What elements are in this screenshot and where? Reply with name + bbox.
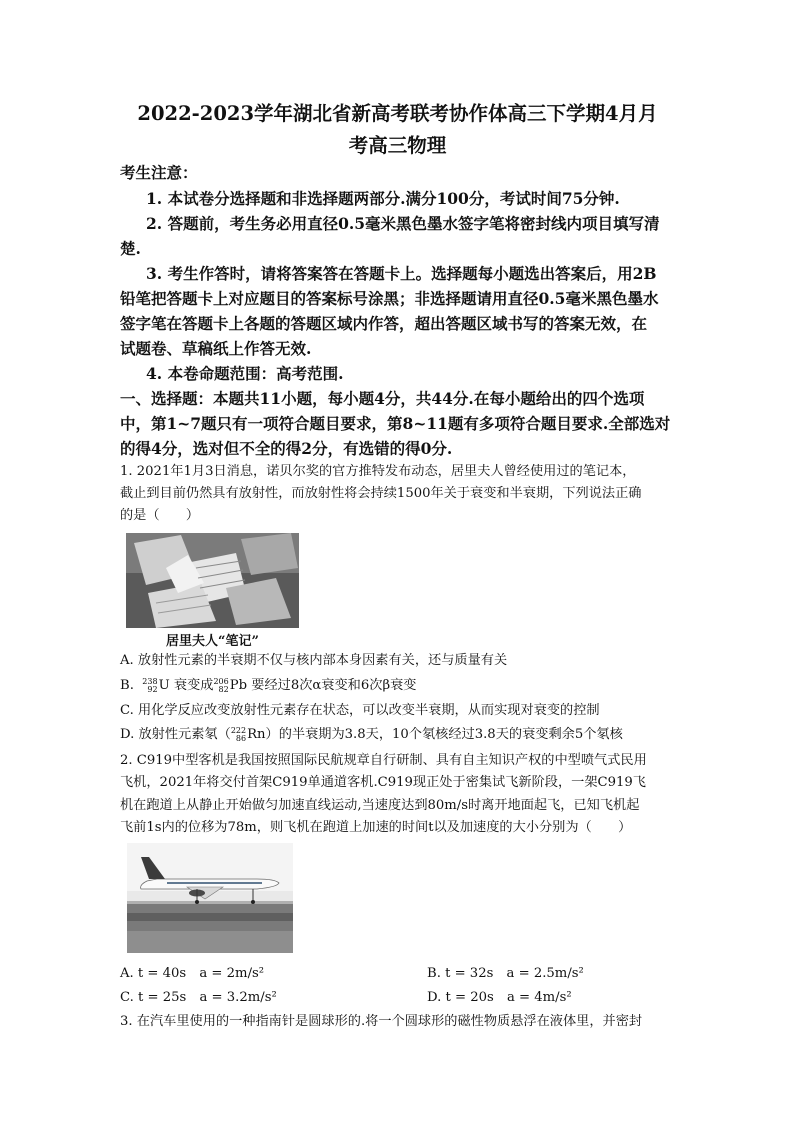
q1-option-c: C. 用化学反应改变放射性元素存在状态，可以改变半衰期，从而实现对衰变的控制 [120,703,600,718]
q1-stem-line1: 1. 2021年1月3日消息，诺贝尔奖的官方推特发布动态，居里夫人曾经使用过的笔记本， [120,464,636,479]
lead-nuclide [213,678,228,694]
uranium-nuclide [142,678,157,694]
curie-notebook-photo [126,533,299,628]
c919-airplane-photo [127,843,293,953]
radon-atomic-number: 86 [235,733,247,743]
q1-option-d-prefix: D. 放射性元素氡（ [120,727,231,742]
exam-title-line2: 考高三物理 [348,134,447,157]
lead-atomic-number: 82 [218,684,229,694]
q1-stem-line2: 截止到目前仍然具有放射性，而放射性将会持续1500年关于衰变和半衰期，下列说法正确 [120,486,642,501]
q3-stem-line1: 3. 在汽车里使用的一种指南针是圆球形的.将一个圆球形的磁性物质悬浮在液体里，并密封 [120,1014,643,1029]
q1-option-a: A. 放射性元素的半衰期不仅与核内部本身因素有关，还与质量有关 [120,653,508,668]
section-heading-line1: 一、选择题：本题共11小题，每小题4分，共44分.在每小题给出的四个选项 [120,389,645,408]
lead-symbol: Pb [229,678,248,693]
notice-item-2: 2. 答题前，考生务必用直径0.5毫米黑色墨水签字笔将密封线内项目填写清 [146,214,660,233]
q1-photo-caption: 居里夫人“笔记” [166,634,259,649]
q2-stem-line3: 机在跑道上从静止开始做匀加速直线运动,当速度达到80m/s时离开地面起飞，已知飞机起 [120,798,640,813]
radon-mass-number: 222 [230,725,247,735]
notice-item-2-cont: 楚. [120,239,141,258]
uranium-symbol: U [158,678,170,693]
q1-option-d [120,724,623,746]
notice-item-3-cont1: 铅笔把答题卡上对应题目的答案标号涂黑；非选择题请用直径0.5毫米黑色墨水 [120,289,659,308]
curie-notebook-image [126,533,299,628]
q2-option-a: A. t = 40s a = 2m/s² [120,966,265,981]
q2-stem-line2: 飞机，2021年将交付首架C919单通道客机.C919现正处于密集试飞新阶段，一架C919飞 [120,775,646,790]
section-heading-line2: 中，第1~7题只有一项符合题目要求，第8~11题有多项符合题目要求.全部选对 [120,414,671,433]
c919-airplane-image [127,843,293,953]
notice-item-4: 4. 本卷命题范围：高考范围. [146,364,344,383]
q1-option-b-mid: 衰变成 [173,678,214,693]
lead-mass-number: 206 [213,676,229,686]
uranium-mass-number: 238 [142,676,158,686]
q1-option-b [120,675,416,697]
q1-option-b-rest: 要经过8次α衰变和6次β衰变 [251,678,417,693]
q1-stem-line3: 的是（ ） [120,508,200,523]
notice-item-3-cont3: 试题卷、草稿纸上作答无效. [120,339,312,358]
uranium-atomic-number: 92 [147,684,158,694]
q2-option-c: C. t = 25s a = 3.2m/s² [120,990,277,1005]
q2-option-d: D. t = 20s a = 4m/s² [427,990,572,1005]
radon-nuclide [231,727,246,743]
q1-option-b-letter: B. [120,678,134,693]
radon-symbol: Rn [247,727,266,742]
q2-stem-line1: 2. C919中型客机是我国按照国际民航规章自行研制、具有自主知识产权的中型喷气式民用 [120,753,647,768]
notice-heading: 考生注意： [120,163,198,182]
notice-item-3-cont2: 签字笔在答题卡上各题的答题区域内作答，超出答题区域书写的答案无效，在 [120,314,648,333]
section-heading-line3: 的得4分，选对但不全的得2分，有选错的得0分. [120,439,453,458]
q2-stem-line4: 飞前1s内的位移为78m，则飞机在跑道上加速的时间t以及加速度的大小分别为（ ） [120,820,632,835]
notice-item-3: 3. 考生作答时，请将答案答在答题卡上。选择题每小题选出答案后，用2B [146,264,657,283]
q2-option-b: B. t = 32s a = 2.5m/s² [427,966,584,981]
notice-item-1: 1. 本试卷分选择题和非选择题两部分.满分100分，考试时间75分钟. [146,189,620,208]
exam-title-line1: 2022-2023学年湖北省新高考联考协作体高三下学期4月月 [137,102,658,125]
q1-option-d-rest: ）的半衰期为3.8天，10个氡核经过3.8天的衰变剩余5个氡核 [265,727,623,742]
